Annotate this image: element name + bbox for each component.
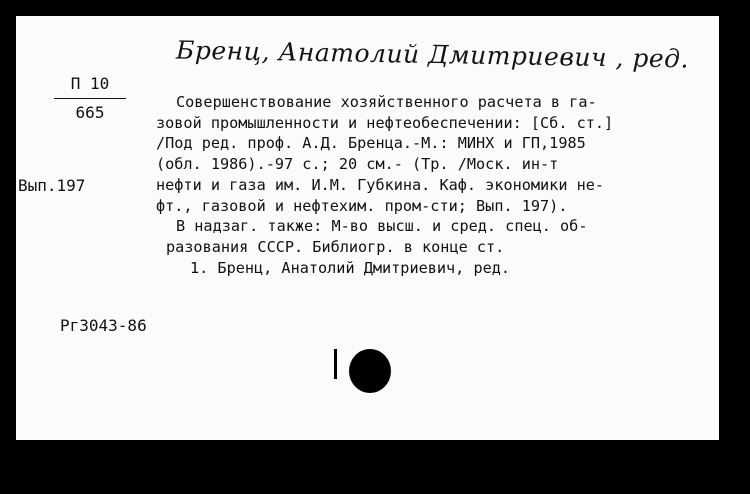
punch-hole xyxy=(349,349,391,393)
inventory-number: Рг3043-86 xyxy=(60,316,147,335)
shelf-mark-divider xyxy=(54,98,126,99)
description-line: (обл. 1986).-97 с.; 20 см.- (Тр. /Моск. ин-т xyxy=(156,155,559,174)
description-line: Совершенствование хозяйственного расчета в га- xyxy=(176,93,597,111)
description-line: /Под ред. проф. А.Д. Бренца.-М.: МИНХ и ГП,1985 xyxy=(156,134,586,153)
catalog-card xyxy=(16,16,719,440)
issue-number: Вып.197 xyxy=(18,176,86,195)
shelf-mark-top: П 10 xyxy=(70,74,110,93)
bibliographic-description xyxy=(156,92,716,278)
description-line: В надзаг. также: М-во высш. и сред. спец. об- xyxy=(176,217,588,236)
description-line: зовой промышленности и нефтеобеспечении: [Сб. ст.] xyxy=(156,113,614,132)
description-line: разования СССР. Библиогр. в конце ст. xyxy=(166,237,505,256)
shelf-mark xyxy=(54,76,126,121)
hole-mark xyxy=(334,349,337,379)
description-line: нефти и газа им. И.М. Губкина. Каф. экономики не- xyxy=(156,175,605,194)
shelf-mark-bottom: 665 xyxy=(75,103,105,122)
subject-entry: 1. Бренц, Анатолий Дмитриевич, ред. xyxy=(190,258,511,277)
description-line: фт., газовой и нефтехим. пром-сти; Вып. 197). xyxy=(156,196,568,215)
handwritten-heading: Бренц, Анатолий Дмитриевич , ред. xyxy=(175,35,690,74)
